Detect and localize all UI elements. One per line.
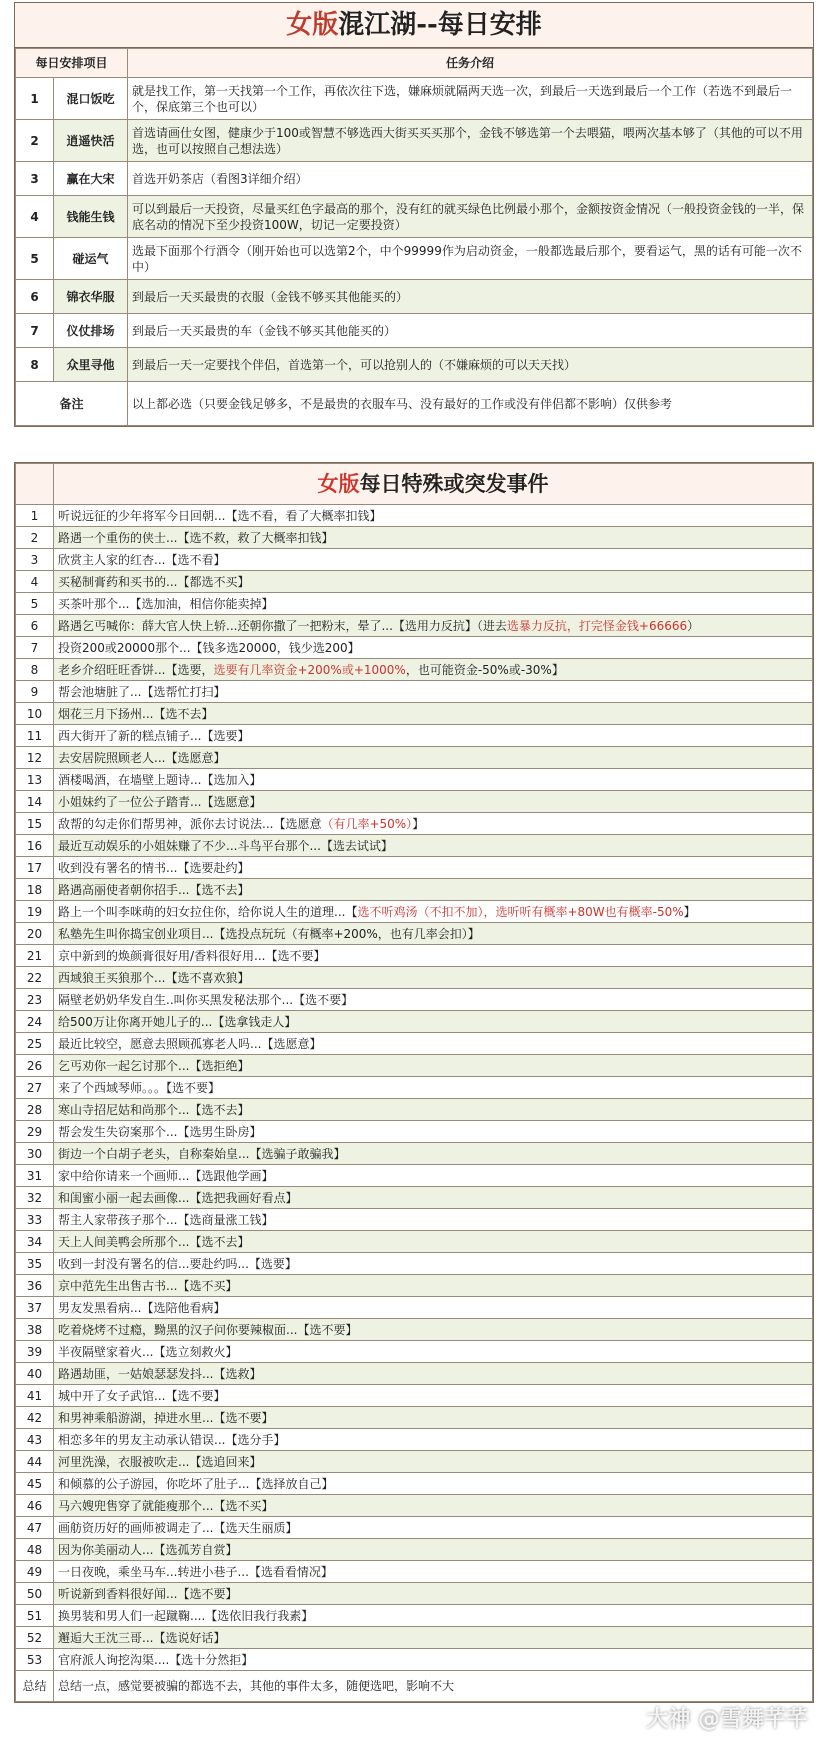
event-text — [54, 1011, 813, 1033]
event-row — [16, 1253, 813, 1275]
event-text-main: 帮会池塘脏了...【选帮忙打扫】 — [58, 684, 226, 699]
event-text-main: 路遇一个重伤的侠士...【选不救，救了大概率扣钱】 — [58, 530, 334, 545]
event-row — [16, 1385, 813, 1407]
event-text-highlight: 选不听鸡汤（不扣不加），选听听有概率+80W也有概率-50% — [357, 904, 684, 919]
daily-row — [16, 120, 813, 162]
event-row — [16, 681, 813, 703]
event-text-highlight: 选暴力反抗，打完怪金钱+66666 — [506, 618, 688, 633]
event-row — [16, 1011, 813, 1033]
event-text — [54, 1187, 813, 1209]
event-text-main: 买茶叶那个...【选加油，相信你能卖掉】 — [58, 596, 274, 611]
event-text-main: 听说远征的少年将军今日回朝...【选不看，看了大概率扣钱】 — [58, 508, 382, 523]
event-text-main: 路遇劫匪，一姑娘瑟瑟发抖...【选救】 — [58, 1366, 262, 1381]
event-row — [16, 615, 813, 637]
event-num: 13 — [16, 769, 54, 791]
event-text-main: 烟花三月下扬州...【选不去】 — [58, 706, 214, 721]
event-row — [16, 1429, 813, 1451]
event-row — [16, 1517, 813, 1539]
event-num: 37 — [16, 1297, 54, 1319]
event-text-main: 帮会发生失窃案那个...【选男生卧房】 — [58, 1124, 262, 1139]
event-text-main: 老乡介绍旺旺香饼...【选要， — [58, 662, 214, 677]
event-row — [16, 989, 813, 1011]
event-row — [16, 1561, 813, 1583]
event-text-main: 私塾先生叫你捣宝创业项目...【选投点玩玩（有概率+200%，也有几率会扣）】 — [58, 926, 480, 941]
event-text — [54, 1407, 813, 1429]
event-row — [16, 967, 813, 989]
event-text-main: 给500万让你离开她儿子的...【选拿钱走人】 — [58, 1014, 297, 1029]
daily-row-desc: 到最后一天一定要找个伴侣，首选第一个，可以抢别人的（不嫌麻烦的可以天天找） — [128, 348, 813, 382]
event-text-main: 最近互动娱乐的小姐妹赚了不少...斗鸟平台那个...【选去试试】 — [58, 838, 393, 853]
event-text-main: 欣赏主人家的红杏...【选不看】 — [58, 552, 226, 567]
event-text-highlight: （有几率+50%） — [321, 816, 413, 831]
event-row — [16, 923, 813, 945]
event-text — [54, 615, 813, 637]
event-num: 39 — [16, 1341, 54, 1363]
event-text — [54, 1561, 813, 1583]
event-num: 46 — [16, 1495, 54, 1517]
event-text — [54, 527, 813, 549]
event-num: 40 — [16, 1363, 54, 1385]
event-text — [54, 1649, 813, 1671]
event-num: 5 — [16, 593, 54, 615]
event-text-main: 家中给你请来一个画师...【选跟他学画】 — [58, 1168, 274, 1183]
event-text — [54, 1055, 813, 1077]
event-num: 45 — [16, 1473, 54, 1495]
event-num: 10 — [16, 703, 54, 725]
event-text — [54, 1165, 813, 1187]
event-row — [16, 571, 813, 593]
daily-title-red: 女版 — [286, 10, 339, 40]
daily-row-num: 1 — [16, 78, 54, 120]
daily-row — [16, 238, 813, 280]
event-text-main: 换男装和男人们一起蹴鞠....【选依旧我行我素】 — [58, 1608, 314, 1623]
daily-row-desc: 到最后一天买最贵的衣服（金钱不够买其他能买的） — [128, 280, 813, 314]
event-row — [16, 703, 813, 725]
event-row — [16, 1209, 813, 1231]
daily-row-name: 仪仗排场 — [54, 314, 128, 348]
event-text-main: 投资200或20000那个...【钱多选20000，钱少选200】 — [58, 640, 360, 655]
event-num: 12 — [16, 747, 54, 769]
daily-row — [16, 196, 813, 238]
events-title — [54, 464, 813, 505]
event-text-main: 和倾慕的公子游园，你吃坏了肚子...【选择放自己】 — [58, 1476, 334, 1491]
event-text-main: 半夜隔壁家着火...【选立刻救火】 — [58, 1344, 238, 1359]
event-text-main: 来了个西域琴师。。。【选不要】 — [58, 1080, 221, 1095]
event-text-main: 收到没有署名的情书...【选要赴约】 — [58, 860, 250, 875]
daily-schedule-table — [14, 2, 814, 427]
event-text-main: 天上人间美鸭会所那个...【选不去】 — [58, 1234, 250, 1249]
daily-row-num: 7 — [16, 314, 54, 348]
summary-row — [16, 1671, 813, 1702]
event-text-main: 吃着烧烤不过瘾，黝黑的汉子问你要辣椒面...【选不要】 — [58, 1322, 358, 1337]
event-num: 18 — [16, 879, 54, 901]
event-text-main: 和男神乘船游湖，掉进水里...【选不要】 — [58, 1410, 274, 1425]
daily-row — [16, 314, 813, 348]
event-text-main: 河里洗澡，衣服被吹走...【选追回来】 — [58, 1454, 262, 1469]
event-text-main: 西大街开了新的糕点铺子...【选要】 — [58, 728, 250, 743]
event-text — [54, 1495, 813, 1517]
event-text-main: 因为你美丽动人...【选孤芳自赏】 — [58, 1542, 238, 1557]
daily-row-num: 2 — [16, 120, 54, 162]
event-row — [16, 747, 813, 769]
event-num: 36 — [16, 1275, 54, 1297]
event-num: 14 — [16, 791, 54, 813]
event-row — [16, 593, 813, 615]
event-row — [16, 1055, 813, 1077]
event-num: 50 — [16, 1583, 54, 1605]
note-text: 以上都必选（只要金钱足够多，不是最贵的衣服车马、没有最好的工作或没有伴侣都不影响）仅供参考 — [128, 382, 813, 426]
event-row — [16, 1187, 813, 1209]
event-row — [16, 1319, 813, 1341]
daily-row-name: 钱能生钱 — [54, 196, 128, 238]
watermark: 大神 @雪舞芊芊 — [646, 1707, 808, 1732]
event-text — [54, 1429, 813, 1451]
event-num: 28 — [16, 1099, 54, 1121]
event-row — [16, 1407, 813, 1429]
event-text — [54, 1363, 813, 1385]
event-num: 48 — [16, 1539, 54, 1561]
event-text-main: 邂逅大王沈三哥...【选说好话】 — [58, 1630, 226, 1645]
event-row — [16, 791, 813, 813]
events-title-red: 女版 — [317, 471, 360, 496]
event-text — [54, 1253, 813, 1275]
event-text — [54, 1297, 813, 1319]
daily-row-num: 5 — [16, 238, 54, 280]
event-text-main: 一日夜晚，乘坐马车...转进小巷子...【选看看情况】 — [58, 1564, 333, 1579]
daily-row-name: 碰运气 — [54, 238, 128, 280]
daily-title — [15, 3, 813, 48]
event-row — [16, 1363, 813, 1385]
event-text — [54, 1209, 813, 1231]
event-text — [54, 703, 813, 725]
event-text-main: 男友发黑看病...【选陪他看病】 — [58, 1300, 226, 1315]
event-text-main: 京中新到的焕颜膏很好用/香料很好用...【选不要】 — [58, 948, 326, 963]
event-row — [16, 945, 813, 967]
event-row — [16, 901, 813, 923]
daily-row — [16, 348, 813, 382]
event-text-main: 相恋多年的男友主动承认错误...【选分手】 — [58, 1432, 286, 1447]
event-text — [54, 1121, 813, 1143]
event-text-main: 和闺蜜小丽一起去画像...【选把我画好看点】 — [58, 1190, 298, 1205]
event-row — [16, 1539, 813, 1561]
event-num: 8 — [16, 659, 54, 681]
daily-row-desc: 可以到最后一天投资，尽量买红色字最高的那个，没有红的就买绿色比例最小那个，金额按资金情况（一般投资金钱的一半，保底名动的情况下至少投资100W，切记一定要投资） — [128, 196, 813, 238]
event-row — [16, 769, 813, 791]
event-text-tail: ） — [687, 618, 700, 633]
event-text-main: 西域狼王买狼那个...【选不喜欢狼】 — [58, 970, 250, 985]
event-num: 20 — [16, 923, 54, 945]
event-text — [54, 1385, 813, 1407]
event-text — [54, 1341, 813, 1363]
summary-text: 总结一点，感觉要被骗的都选不去，其他的事件太多，随便选吧，影响不大 — [54, 1671, 813, 1702]
event-num: 30 — [16, 1143, 54, 1165]
daily-row-desc: 选最下面那个行酒令（刚开始也可以选第2个，中个99999作为启动资金，一般都选最后那个，要看运气，黑的话有可能一次不中） — [128, 238, 813, 280]
event-num: 9 — [16, 681, 54, 703]
event-num: 15 — [16, 813, 54, 835]
event-row — [16, 1583, 813, 1605]
daily-row-num: 8 — [16, 348, 54, 382]
event-text — [54, 1033, 813, 1055]
event-num: 34 — [16, 1231, 54, 1253]
event-text — [54, 813, 813, 835]
event-num: 19 — [16, 901, 54, 923]
event-text — [54, 879, 813, 901]
event-text-main: 街边一个白胡子老头，自称秦始皇...【选骗子敢骗我】 — [58, 1146, 346, 1161]
header-desc: 任务介绍 — [128, 49, 813, 78]
daily-row — [16, 162, 813, 196]
event-row — [16, 1143, 813, 1165]
event-num: 4 — [16, 571, 54, 593]
event-row — [16, 1451, 813, 1473]
event-num: 41 — [16, 1385, 54, 1407]
event-text — [54, 769, 813, 791]
event-num: 16 — [16, 835, 54, 857]
event-num: 24 — [16, 1011, 54, 1033]
event-num: 21 — [16, 945, 54, 967]
event-text-tail: ，也可能资金-50%或-30%】 — [405, 662, 564, 677]
daily-row-desc: 首选请画仕女图，健康少于100或智慧不够选西大街买买买那个，金钱不够选第一个去喂猫，喂两次基本够了（其他的可以不用选，也可以按照自己想法选） — [128, 120, 813, 162]
event-num: 7 — [16, 637, 54, 659]
events-title-rest: 每日特殊或突发事件 — [359, 471, 549, 496]
event-row — [16, 1297, 813, 1319]
event-text-main: 京中范先生出售古书...【选不买】 — [58, 1278, 238, 1293]
event-row — [16, 1077, 813, 1099]
event-num: 17 — [16, 857, 54, 879]
event-num: 33 — [16, 1209, 54, 1231]
daily-row-num: 6 — [16, 280, 54, 314]
event-num: 44 — [16, 1451, 54, 1473]
event-text — [54, 505, 813, 527]
event-text-main: 路遇乞丐喊你：薛大官人快上轿...还朝你撒了一把粉末，晕了...【选用力反抗】（进去 — [58, 618, 507, 633]
event-text-main: 小姐妹约了一位公子踏青...【选愿意】 — [58, 794, 262, 809]
daily-row-name: 混口饭吃 — [54, 78, 128, 120]
event-row — [16, 857, 813, 879]
event-text — [54, 857, 813, 879]
event-num: 51 — [16, 1605, 54, 1627]
event-text — [54, 747, 813, 769]
event-text-main: 敌帮的勾走你们帮男神，派你去讨说法...【选愿意 — [58, 816, 322, 831]
event-num: 23 — [16, 989, 54, 1011]
event-text-main: 寒山寺招尼姑和尚那个...【选不去】 — [58, 1102, 250, 1117]
event-text-main: 帮主人家带孩子那个...【选商量涨工钱】 — [58, 1212, 274, 1227]
event-num: 22 — [16, 967, 54, 989]
summary-label: 总结 — [16, 1671, 54, 1702]
daily-row-name: 众里寻他 — [54, 348, 128, 382]
daily-row-num: 4 — [16, 196, 54, 238]
daily-row-desc: 到最后一天买最贵的车（金钱不够买其他能买的） — [128, 314, 813, 348]
event-text — [54, 1583, 813, 1605]
event-num: 3 — [16, 549, 54, 571]
event-num: 32 — [16, 1187, 54, 1209]
event-text — [54, 923, 813, 945]
event-row — [16, 1627, 813, 1649]
event-text-tail: 】 — [683, 904, 696, 919]
event-text — [54, 791, 813, 813]
event-text — [54, 1473, 813, 1495]
event-text-main: 酒楼喝酒，在墙壁上题诗...【选加入】 — [58, 772, 262, 787]
event-row — [16, 1341, 813, 1363]
event-text-main: 马六嫂兜售穿了就能瘦那个...【选不买】 — [58, 1498, 274, 1513]
event-row — [16, 1165, 813, 1187]
event-text — [54, 571, 813, 593]
event-text-main: 去安居院照顾老人...【选愿意】 — [58, 750, 226, 765]
event-num: 2 — [16, 527, 54, 549]
event-text-main: 官府派人询挖沟渠....【选十分然拒】 — [58, 1652, 254, 1667]
event-text — [54, 681, 813, 703]
event-num: 42 — [16, 1407, 54, 1429]
event-row — [16, 505, 813, 527]
daily-row-desc: 就是找工作，第一天找第一个工作，再依次往下选，嫌麻烦就隔两天选一次，到最后一天选到最后一个工作（若选不到最后一个，保底第三个也可以） — [128, 78, 813, 120]
event-text — [54, 989, 813, 1011]
event-text — [54, 1451, 813, 1473]
event-text — [54, 659, 813, 681]
event-text — [54, 1539, 813, 1561]
event-row — [16, 637, 813, 659]
event-text — [54, 1143, 813, 1165]
event-text-main: 收到一封没有署名的信...要赴约吗...【选要】 — [58, 1256, 297, 1271]
event-text — [54, 1231, 813, 1253]
event-text-main: 隔壁老奶奶华发自生..叫你买黑发秘法那个...【选不要】 — [58, 992, 354, 1007]
daily-row-num: 3 — [16, 162, 54, 196]
event-num: 29 — [16, 1121, 54, 1143]
event-text-main: 画舫资历好的画师被调走了...【选天生丽质】 — [58, 1520, 298, 1535]
event-text-main: 最近比较空，愿意去照顾孤寡老人吗...【选愿意】 — [58, 1036, 322, 1051]
event-row — [16, 1275, 813, 1297]
event-num: 53 — [16, 1649, 54, 1671]
event-row — [16, 659, 813, 681]
event-row — [16, 1099, 813, 1121]
event-num: 52 — [16, 1627, 54, 1649]
event-text-main: 买秘制膏药和买书的...【都选不买】 — [58, 574, 250, 589]
event-row — [16, 527, 813, 549]
daily-note-row — [16, 382, 813, 426]
event-text — [54, 1627, 813, 1649]
daily-row — [16, 78, 813, 120]
daily-row-name: 锦衣华服 — [54, 280, 128, 314]
event-num: 35 — [16, 1253, 54, 1275]
event-text-main: 城中开了女子武馆...【选不要】 — [58, 1388, 226, 1403]
event-row — [16, 835, 813, 857]
event-row — [16, 1121, 813, 1143]
event-num: 27 — [16, 1077, 54, 1099]
event-text-tail: 】 — [412, 816, 425, 831]
event-text — [54, 593, 813, 615]
daily-row-desc: 首选开奶茶店（看图3详细介绍） — [128, 162, 813, 196]
event-text-main: 乞丐劝你一起乞讨那个...【选拒绝】 — [58, 1058, 250, 1073]
event-text — [54, 945, 813, 967]
event-num: 31 — [16, 1165, 54, 1187]
header-item: 每日安排项目 — [16, 49, 128, 78]
event-text — [54, 1605, 813, 1627]
event-num: 6 — [16, 615, 54, 637]
event-num: 47 — [16, 1517, 54, 1539]
event-num: 25 — [16, 1033, 54, 1055]
event-text — [54, 967, 813, 989]
event-text-main: 路上一个叫李咪萌的妇女拉住你，给你说人生的道理...【 — [58, 904, 358, 919]
event-row — [16, 725, 813, 747]
event-row — [16, 549, 813, 571]
event-row — [16, 1605, 813, 1627]
event-text — [54, 1077, 813, 1099]
daily-title-rest: 混江湖--每日安排 — [338, 10, 542, 40]
event-row — [16, 879, 813, 901]
event-text — [54, 1319, 813, 1341]
event-text-main: 路遇高丽使者朝你招手...【选不去】 — [58, 882, 250, 897]
event-row — [16, 1649, 813, 1671]
event-text — [54, 901, 813, 923]
note-label: 备注 — [16, 382, 128, 426]
event-num: 11 — [16, 725, 54, 747]
event-num: 38 — [16, 1319, 54, 1341]
event-text — [54, 725, 813, 747]
event-num: 1 — [16, 505, 54, 527]
event-text — [54, 1099, 813, 1121]
event-row — [16, 1033, 813, 1055]
event-num: 26 — [16, 1055, 54, 1077]
event-row — [16, 813, 813, 835]
daily-row — [16, 280, 813, 314]
event-text-main: 听说新到香料很好闻...【选不要】 — [58, 1586, 238, 1601]
event-num: 49 — [16, 1561, 54, 1583]
event-row — [16, 1495, 813, 1517]
daily-row-name: 逍遥快活 — [54, 120, 128, 162]
event-row — [16, 1231, 813, 1253]
events-table — [14, 462, 814, 1703]
event-text — [54, 1517, 813, 1539]
event-text — [54, 549, 813, 571]
event-num: 43 — [16, 1429, 54, 1451]
event-text — [54, 835, 813, 857]
event-text — [54, 637, 813, 659]
event-text-highlight: 选要有几率资金+200%或+1000% — [213, 662, 406, 677]
event-text — [54, 1275, 813, 1297]
daily-row-name: 赢在大宋 — [54, 162, 128, 196]
event-row — [16, 1473, 813, 1495]
